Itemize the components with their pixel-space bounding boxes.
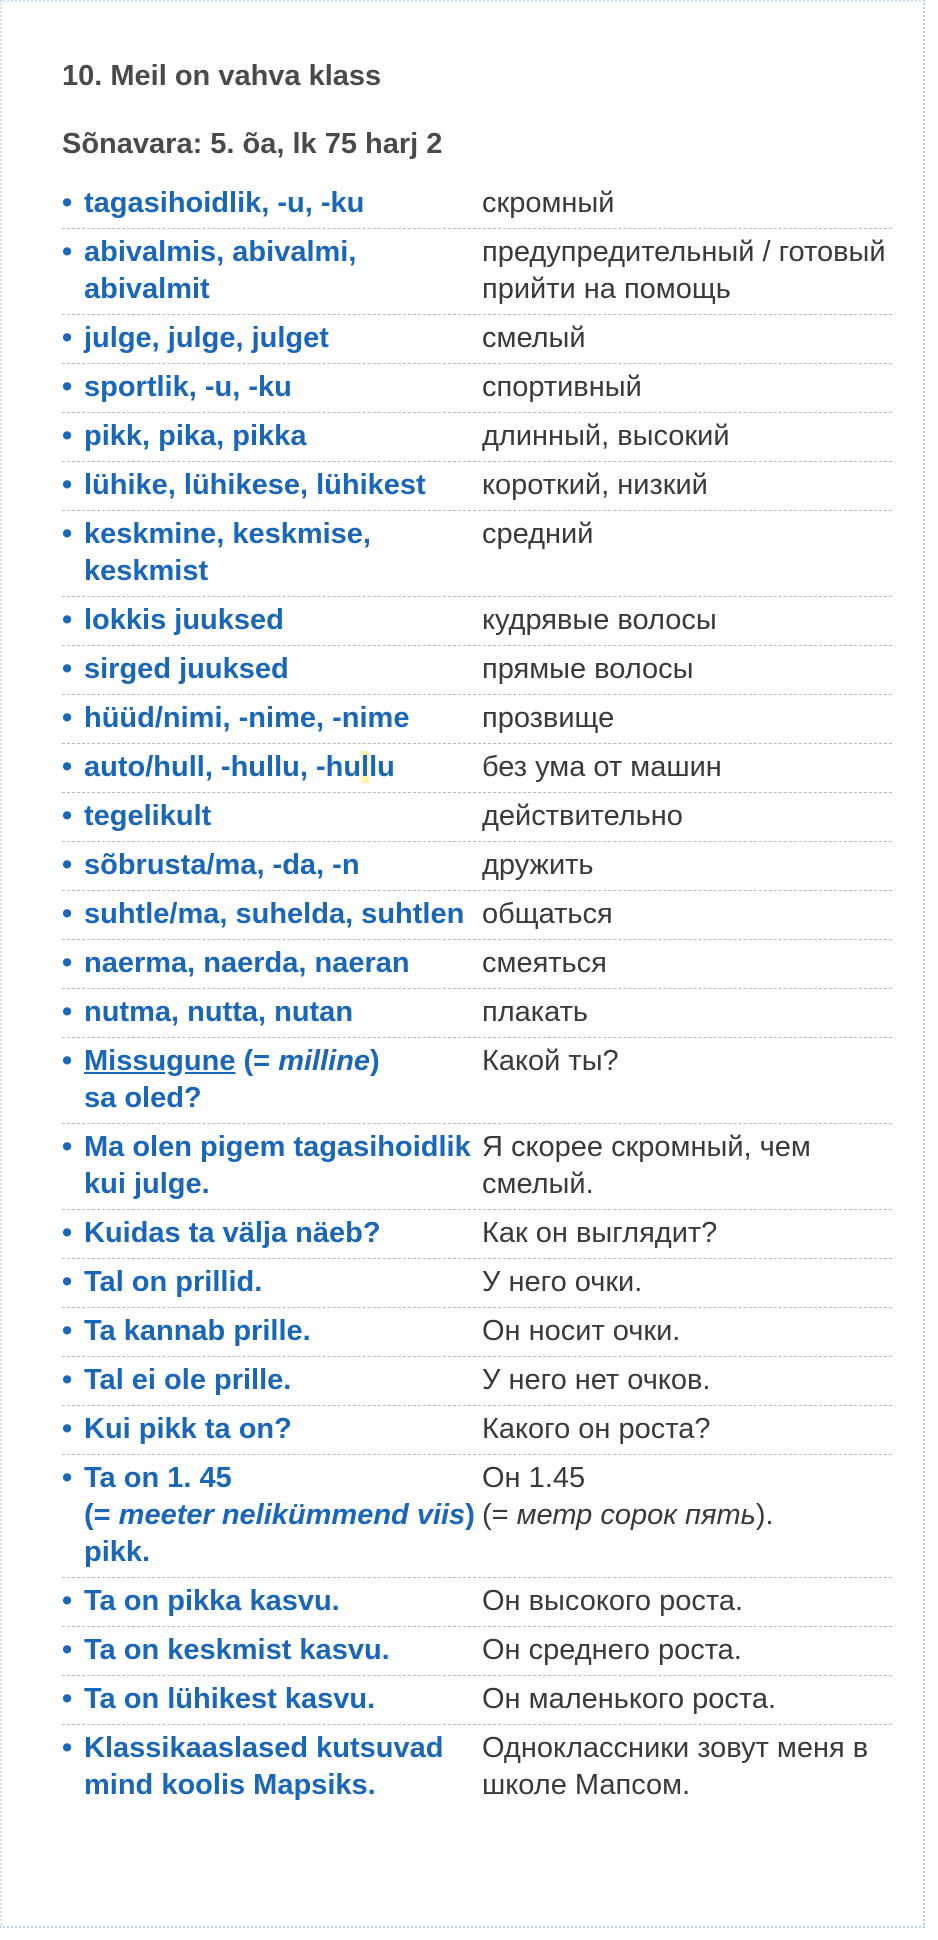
- vocabulary-sheet: [62, 50, 892, 1810]
- estonian-text: Ta on lühikest kasvu.: [84, 1683, 376, 1715]
- vocab-row: [62, 180, 892, 229]
- estonian-term: [62, 1362, 482, 1399]
- bullet: •: [62, 1266, 73, 1298]
- bullet: •: [62, 751, 73, 783]
- estonian-text-part: Ta on 1. 45: [84, 1462, 232, 1494]
- russian-translation: прямые волосы: [482, 653, 694, 685]
- underlined-word: Missugune: [84, 1045, 236, 1077]
- estonian-text: sirged juuksed: [84, 653, 289, 685]
- vocab-row: [62, 1210, 892, 1259]
- vocab-row: [62, 315, 892, 364]
- highlighted-letter: l: [361, 751, 370, 783]
- bullet: •: [62, 1634, 73, 1666]
- estonian-term: [62, 1460, 482, 1571]
- bullet: •: [62, 1217, 73, 1249]
- vocab-row: [62, 1676, 892, 1725]
- estonian-term: [62, 1129, 482, 1203]
- russian-translation: дружить: [482, 849, 594, 881]
- vocab-list: [62, 180, 892, 1810]
- estonian-term: [62, 798, 482, 835]
- estonian-term: [62, 896, 482, 933]
- russian-translation: средний: [482, 518, 594, 550]
- estonian-term: [62, 1215, 482, 1252]
- estonian-text: hüüd/nimi, -nime, -nime: [84, 702, 410, 734]
- russian-translation: скромный: [482, 187, 615, 219]
- russian-translation: кудрявые волосы: [482, 604, 717, 636]
- vocab-row: [62, 891, 892, 940]
- vocab-row: [62, 1725, 892, 1810]
- estonian-term: [62, 1043, 482, 1117]
- estonian-text: lühike, lühikese, lühikest: [84, 469, 426, 501]
- russian-translation: Он высокого роста.: [482, 1585, 743, 1617]
- estonian-term: [62, 602, 482, 639]
- estonian-term: [62, 700, 482, 737]
- bullet: •: [62, 187, 73, 219]
- russian-translation: прозвище: [482, 702, 615, 734]
- italic-synonym: milline: [278, 1045, 371, 1077]
- bullet: •: [62, 800, 73, 832]
- vocab-row: [62, 1038, 892, 1124]
- bullet: •: [62, 469, 73, 501]
- estonian-text: Ta kannab prille.: [84, 1315, 311, 1347]
- bullet: •: [62, 1413, 73, 1445]
- russian-translation: короткий, низкий: [482, 469, 708, 501]
- estonian-term: [62, 994, 482, 1031]
- bullet: •: [62, 1462, 73, 1494]
- vocab-row: [62, 413, 892, 462]
- lesson-title: 10. Meil on vahva klass: [62, 60, 382, 92]
- vocab-row: [62, 364, 892, 413]
- estonian-text: [84, 1460, 482, 1571]
- estonian-text: lokkis juuksed: [84, 604, 284, 636]
- estonian-text-part: (=: [84, 1499, 119, 1531]
- vocab-row: [62, 1259, 892, 1308]
- russian-translation: Одноклассники зовут меня в школе Мапсом.: [482, 1732, 869, 1801]
- estonian-term: [62, 1583, 482, 1620]
- estonian-text: Ta on keskmist kasvu.: [84, 1634, 390, 1666]
- russian-translation: Он маленького роста.: [482, 1683, 777, 1715]
- bullet: •: [62, 996, 73, 1028]
- russian-translation: длинный, высокий: [482, 420, 730, 452]
- russian-translation: без ума от машин: [482, 751, 722, 783]
- estonian-term: [62, 369, 482, 406]
- estonian-text: [84, 749, 482, 786]
- russian-translation: плакать: [482, 996, 588, 1028]
- estonian-term: [62, 320, 482, 357]
- bullet: •: [62, 849, 73, 881]
- estonian-text-part: (=: [235, 1045, 279, 1077]
- estonian-term: [62, 467, 482, 504]
- estonian-text: Tal ei ole prille.: [84, 1364, 292, 1396]
- russian-translation: предупредительный / готовый прийти на помощь: [482, 236, 886, 305]
- bullet: •: [62, 653, 73, 685]
- vocab-row: [62, 1124, 892, 1210]
- estonian-term: [62, 1264, 482, 1301]
- estonian-text: naerma, naerda, naeran: [84, 947, 410, 979]
- estonian-text-part: sa oled?: [84, 1082, 202, 1114]
- russian-translation: Он носит очки.: [482, 1315, 681, 1347]
- russian-translation: Как он выглядит?: [482, 1217, 718, 1249]
- vocab-row: [62, 940, 892, 989]
- bullet: •: [62, 1315, 73, 1347]
- russian-translation: смеяться: [482, 947, 607, 979]
- bullet: •: [62, 1585, 73, 1617]
- estonian-text: Klassikaaslased kutsuvad mind koolis Mapsiks.: [84, 1732, 444, 1801]
- estonian-text: julge, julge, julget: [84, 322, 329, 354]
- russian-translation: Я скорее скромный, чем смелый.: [482, 1131, 811, 1200]
- estonian-text: nutma, nutta, nutan: [84, 996, 354, 1028]
- vocab-row: [62, 744, 892, 793]
- estonian-text: Ma olen pigem tagasihoidlik kui julge.: [84, 1131, 471, 1200]
- bullet: •: [62, 1683, 73, 1715]
- estonian-term: [62, 651, 482, 688]
- vocab-row: [62, 695, 892, 744]
- estonian-text: keskmine, keskmise, keskmist: [84, 518, 371, 587]
- estonian-term: [62, 185, 482, 222]
- russian-translation: Он среднего роста.: [482, 1634, 742, 1666]
- estonian-term: [62, 1313, 482, 1350]
- vocab-row: [62, 462, 892, 511]
- estonian-text-part: ): [370, 1045, 380, 1077]
- vocab-row: [62, 1578, 892, 1627]
- vocab-row: [62, 793, 892, 842]
- vocab-row: [62, 842, 892, 891]
- estonian-text-part: ) pikk.: [84, 1499, 475, 1568]
- estonian-term: [62, 1411, 482, 1448]
- estonian-text: abivalmis, abivalmi, abivalmit: [84, 236, 357, 305]
- bullet: •: [62, 420, 73, 452]
- russian-translation: У него очки.: [482, 1266, 643, 1298]
- russian-text-part: ).: [755, 1499, 774, 1531]
- bullet: •: [62, 322, 73, 354]
- estonian-text: Kuidas ta välja näeb?: [84, 1217, 381, 1249]
- russian-translation: У него нет очков.: [482, 1364, 711, 1396]
- bullet: •: [62, 604, 73, 636]
- estonian-term: [62, 1730, 482, 1804]
- estonian-term: [62, 1632, 482, 1669]
- estonian-text: tegelikult: [84, 800, 212, 832]
- vocab-row: [62, 1357, 892, 1406]
- estonian-text: Tal on prillid.: [84, 1266, 263, 1298]
- estonian-term: [62, 516, 482, 590]
- estonian-term: [62, 847, 482, 884]
- russian-text-part: Он 1.45: [482, 1462, 586, 1494]
- estonian-text: tagasihoidlik, -u, -ku: [84, 187, 365, 219]
- estonian-text: sportlik, -u, -ku: [84, 371, 292, 403]
- vocab-row: [62, 1627, 892, 1676]
- russian-translation: действительно: [482, 800, 683, 832]
- vocab-row: [62, 229, 892, 315]
- estonian-text: pikk, pika, pikka: [84, 420, 307, 452]
- russian-translation: Какого он роста?: [482, 1413, 711, 1445]
- vocab-row: [62, 1308, 892, 1357]
- bullet: •: [62, 236, 73, 268]
- russian-translation: спортивный: [482, 371, 642, 403]
- vocab-row: [62, 1406, 892, 1455]
- italic-reading: meeter nelikümmend viis: [118, 1499, 466, 1531]
- bullet: •: [62, 898, 73, 930]
- estonian-text: Kui pikk ta on?: [84, 1413, 292, 1445]
- estonian-text: Ta on pikka kasvu.: [84, 1585, 340, 1617]
- vocab-row: [62, 597, 892, 646]
- estonian-text-part: lu: [369, 751, 395, 783]
- russian-translation: [482, 1460, 892, 1571]
- bullet: •: [62, 1131, 73, 1163]
- bullet: •: [62, 1732, 73, 1764]
- bullet: •: [62, 518, 73, 550]
- estonian-text: suhtle/ma, suhelda, suhtlen: [84, 898, 465, 930]
- estonian-term: [62, 1681, 482, 1718]
- russian-text-part: (=: [482, 1499, 517, 1531]
- estonian-text: sõbrusta/ma, -da, -n: [84, 849, 360, 881]
- vocab-row: [62, 1455, 892, 1578]
- russian-translation: общаться: [482, 898, 613, 930]
- bullet: •: [62, 702, 73, 734]
- bullet: •: [62, 1045, 73, 1077]
- estonian-text: [84, 1043, 482, 1117]
- vocab-row: [62, 511, 892, 597]
- italic-reading: метр сорок пять: [516, 1499, 756, 1531]
- vocab-row: [62, 989, 892, 1038]
- estonian-term: [62, 749, 482, 786]
- vocab-row: [62, 646, 892, 695]
- bullet: •: [62, 947, 73, 979]
- bullet: •: [62, 1364, 73, 1396]
- estonian-text-part: auto/hull, -hullu, -hu: [84, 751, 362, 783]
- lesson-subtitle: Sõnavara: 5. õa, lk 75 harj 2: [62, 128, 443, 160]
- russian-translation: смелый: [482, 322, 586, 354]
- bullet: •: [62, 371, 73, 403]
- estonian-term: [62, 945, 482, 982]
- russian-translation: Какой ты?: [482, 1045, 619, 1077]
- estonian-term: [62, 234, 482, 308]
- estonian-term: [62, 418, 482, 455]
